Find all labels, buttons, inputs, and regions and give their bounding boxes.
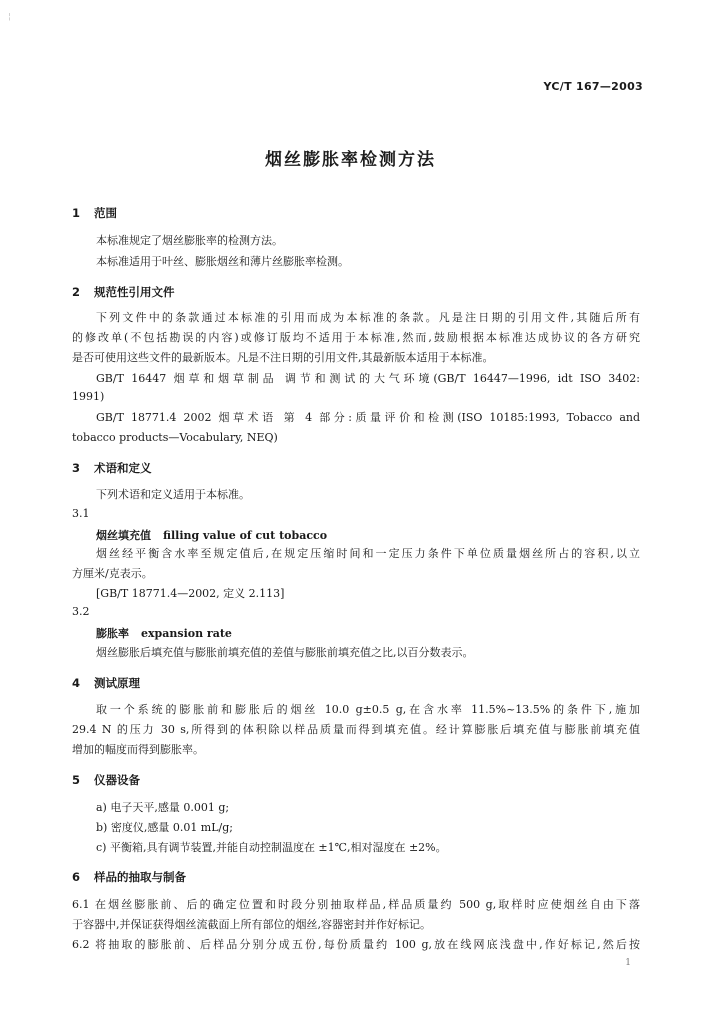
- reference-line: GB/T 18771.4 2002 烟草术语 第 4 部分:质量评价和检测(ISO 10185:1993, Tobacco and: [96, 411, 640, 424]
- term-english: expansion rate: [141, 627, 232, 640]
- definition-line: 方厘米/克表示。: [72, 567, 153, 580]
- section-4-heading: [72, 675, 140, 691]
- definition-line: 烟丝膨胀后填充值与膨胀前填充值的差值与膨胀前填充值之比,以百分数表示。: [96, 646, 474, 659]
- subclause-number: 3.1: [72, 507, 90, 520]
- list-item: c) 平衡箱,具有调节装置,并能自动控制温度在 ±1℃,相对湿度在 ±2%。: [96, 841, 447, 854]
- section-number: 6: [72, 870, 81, 884]
- section-3-heading: [72, 460, 152, 476]
- paragraph-line: 于容器中,并保证获得烟丝流截面上所有部位的烟丝,容器密封并作好标记。: [72, 918, 431, 931]
- term-entry: [96, 527, 327, 543]
- section-title: 规范性引用文件: [94, 285, 175, 299]
- section-number: 2: [72, 285, 81, 299]
- section-2-heading: [72, 284, 175, 300]
- term-english: filling value of cut tobacco: [163, 529, 328, 542]
- reference-line: 1991): [72, 390, 105, 403]
- paragraph-line: 29.4 N 的压力 30 s,所得到的体积除以样品质量而得到填充值。经计算膨胀后填充值与膨胀前填充值: [72, 723, 640, 736]
- paragraph: 本标准规定了烟丝膨胀率的检测方法。: [96, 234, 283, 247]
- reference-line: tobacco products—Vocabulary, NEQ): [72, 431, 278, 444]
- section-number: 1: [72, 206, 81, 220]
- list-item: b) 密度仪,感量 0.01 mL/g;: [96, 821, 234, 834]
- term-chinese: 膨胀率: [96, 627, 129, 640]
- section-1-heading: [72, 205, 117, 221]
- paragraph: 下列术语和定义适用于本标准。: [96, 488, 250, 501]
- paragraph-line: 下列文件中的条款通过本标准的引用而成为本标准的条款。凡是注日期的引用文件,其随后所有: [96, 311, 640, 324]
- scan-mark: ¦: [8, 12, 11, 21]
- section-title: 测试原理: [94, 676, 140, 690]
- standard-number: YC/T 167—2003: [543, 80, 643, 93]
- subclause-number: 3.2: [72, 605, 90, 618]
- page-number: 1: [625, 958, 631, 968]
- section-number: 3: [72, 461, 81, 475]
- section-title: 仪器设备: [94, 773, 140, 787]
- paragraph-line: 是否可使用这些文件的最新版本。凡是不注日期的引用文件,其最新版本适用于本标准。: [72, 351, 494, 364]
- paragraph-line: 6.2 将抽取的膨胀前、后样品分别分成五份,每份质量约 100 g,放在线网底浅盘中,作好标记,然后按: [72, 938, 640, 951]
- section-number: 4: [72, 676, 81, 690]
- section-title: 术语和定义: [94, 461, 152, 475]
- section-title: 范围: [94, 206, 117, 220]
- reference-line: GB/T 16447 烟草和烟草制品 调节和测试的大气环境(GB/T 16447—1996, idt ISO 3402:: [96, 372, 640, 385]
- section-6-heading: [72, 869, 186, 885]
- section-title: 样品的抽取与制备: [94, 870, 186, 884]
- section-number: 5: [72, 773, 81, 787]
- paragraph: 本标准适用于叶丝、膨胀烟丝和薄片丝膨胀率检测。: [96, 255, 349, 268]
- paragraph-line: 取一个系统的膨胀前和膨胀后的烟丝 10.0 g±0.5 g,在含水率 11.5%~13.5%的条件下,施加: [96, 703, 640, 716]
- page-title: 烟丝膨胀率检测方法: [265, 150, 436, 170]
- term-chinese: 烟丝填充值: [96, 529, 151, 542]
- definition-source: [GB/T 18771.4—2002, 定义 2.113]: [96, 587, 285, 600]
- definition-line: 烟丝经平衡含水率至规定值后,在规定压缩时间和一定压力条件下单位质量烟丝所占的容积,以立: [96, 547, 640, 560]
- paragraph-line: 6.1 在烟丝膨胀前、后的确定位置和时段分别抽取样品,样品质量约 500 g,取样时应使烟丝自由下落: [72, 898, 640, 911]
- term-entry: [96, 625, 232, 641]
- list-item: a) 电子天平,感量 0.001 g;: [96, 801, 230, 814]
- paragraph-line: 的修改单(不包括勘误的内容)或修订版均不适用于本标准,然而,鼓励根据本标准达成协议的各方研究: [72, 331, 640, 344]
- paragraph-line: 增加的幅度而得到膨胀率。: [72, 743, 204, 756]
- section-5-heading: [72, 772, 140, 788]
